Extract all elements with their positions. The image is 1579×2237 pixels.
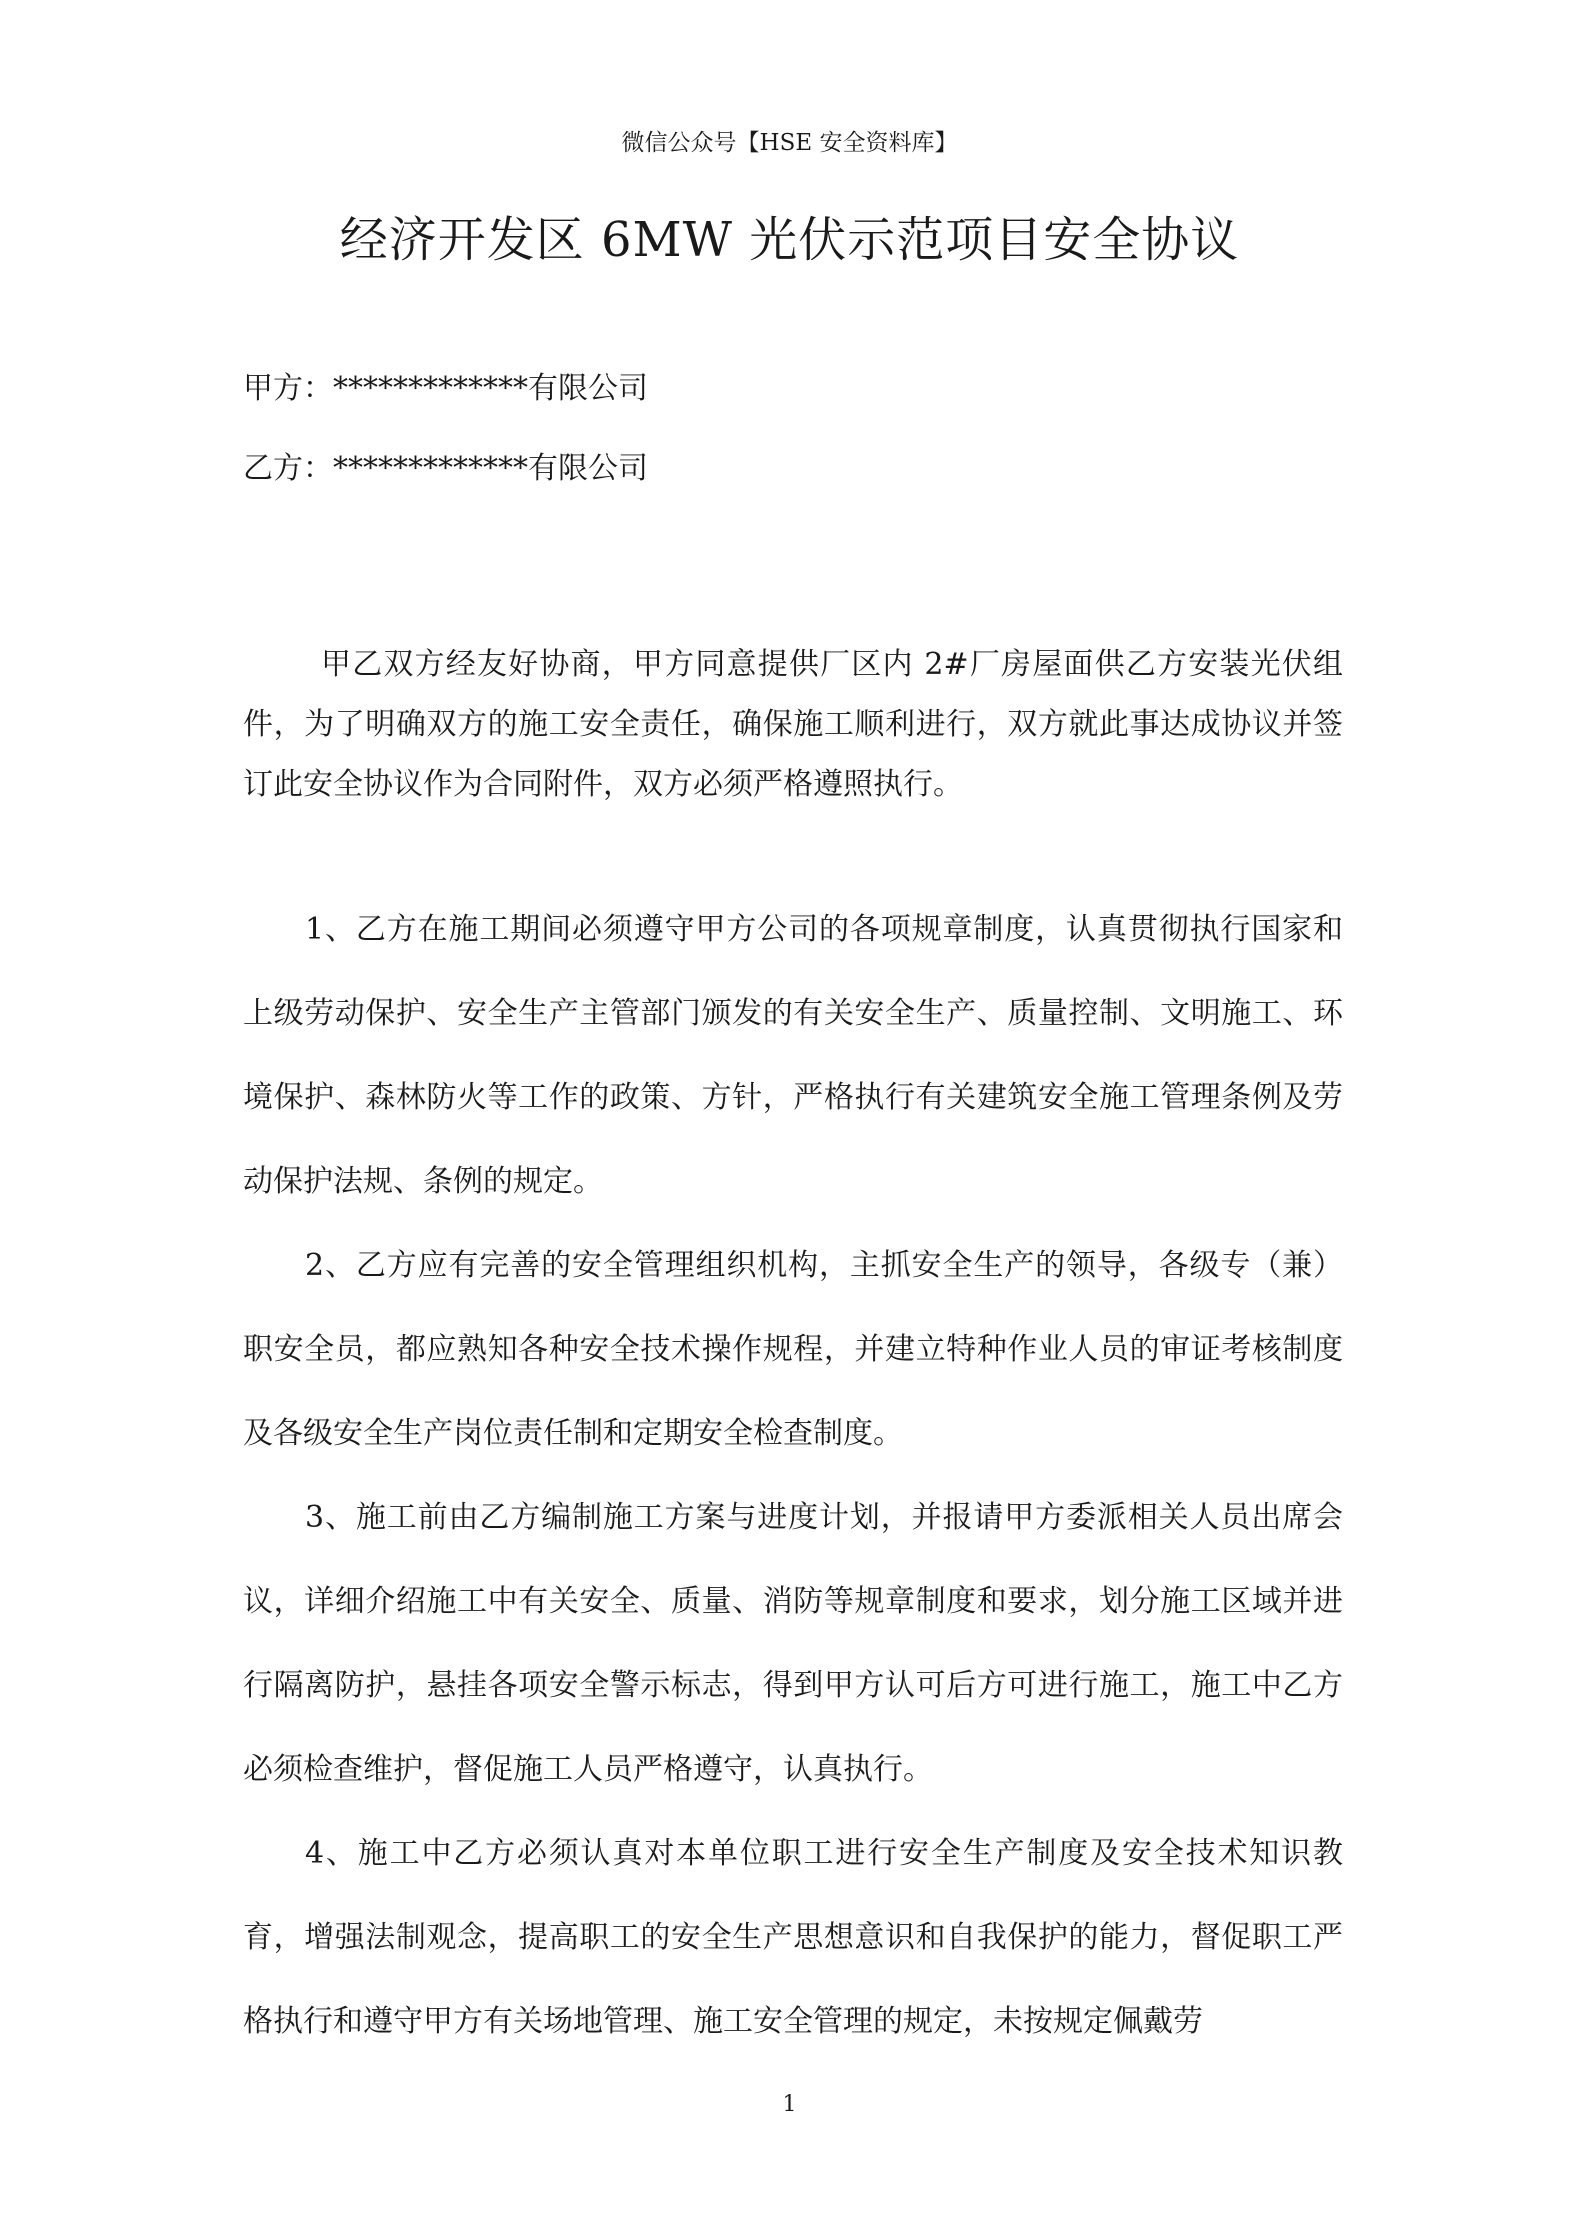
party-a: 甲方：*************有限公司 [243,371,648,406]
page-header: 微信公众号【HSE 安全资料库】 [621,130,958,156]
clause-1: 1、乙方在施工期间必须遵守甲方公司的各项规章制度，认真贯彻执行国家和上级劳动保护、安全生产主管部门颁发的有关安全生产、质量控制、文明施工、环境保护、森林防火等工作的政策、方针，严格执行有关建筑安全施工管理条例及劳动保护法规、条例的规定。 [243,912,1343,1199]
page-number: 1 [782,2092,797,2117]
intro-paragraph: 甲乙双方经友好协商，甲方同意提供厂区内 2#厂房屋面供乙方安装光伏组件，为了明确双方的施工安全责任，确保施工顺利进行，双方就此事达成协议并签订此安全协议作为合同附件，双方必须严格遵照执行。 [243,647,1343,802]
party-b: 乙方：*************有限公司 [243,451,648,486]
clause-4: 4、施工中乙方必须认真对本单位职工进行安全生产制度及安全技术知识教育，增强法制观念，提高职工的安全生产思想意识和自我保护的能力，督促职工严格执行和遵守甲方有关场地管理、施工安全管理的规定，未按规定佩戴劳 [243,1836,1343,2039]
document-title: 经济开发区 6MW 光伏示范项目安全协议 [339,212,1240,268]
clause-list [243,888,1343,2064]
clause-2: 2、乙方应有完善的安全管理组织机构，主抓安全生产的领导，各级专（兼）职安全员，都应熟知各种安全技术操作规程，并建立特种作业人员的审证考核制度及各级安全生产岗位责任制和定期安全检查制度。 [243,1248,1343,1451]
clause-3: 3、施工前由乙方编制施工方案与进度计划，并报请甲方委派相关人员出席会议，详细介绍施工中有关安全、质量、消防等规章制度和要求，划分施工区域并进行隔离防护，悬挂各项安全警示标志，得到甲方认可后方可进行施工，施工中乙方必须检查维护，督促施工人员严格遵守，认真执行。 [243,1500,1343,1787]
